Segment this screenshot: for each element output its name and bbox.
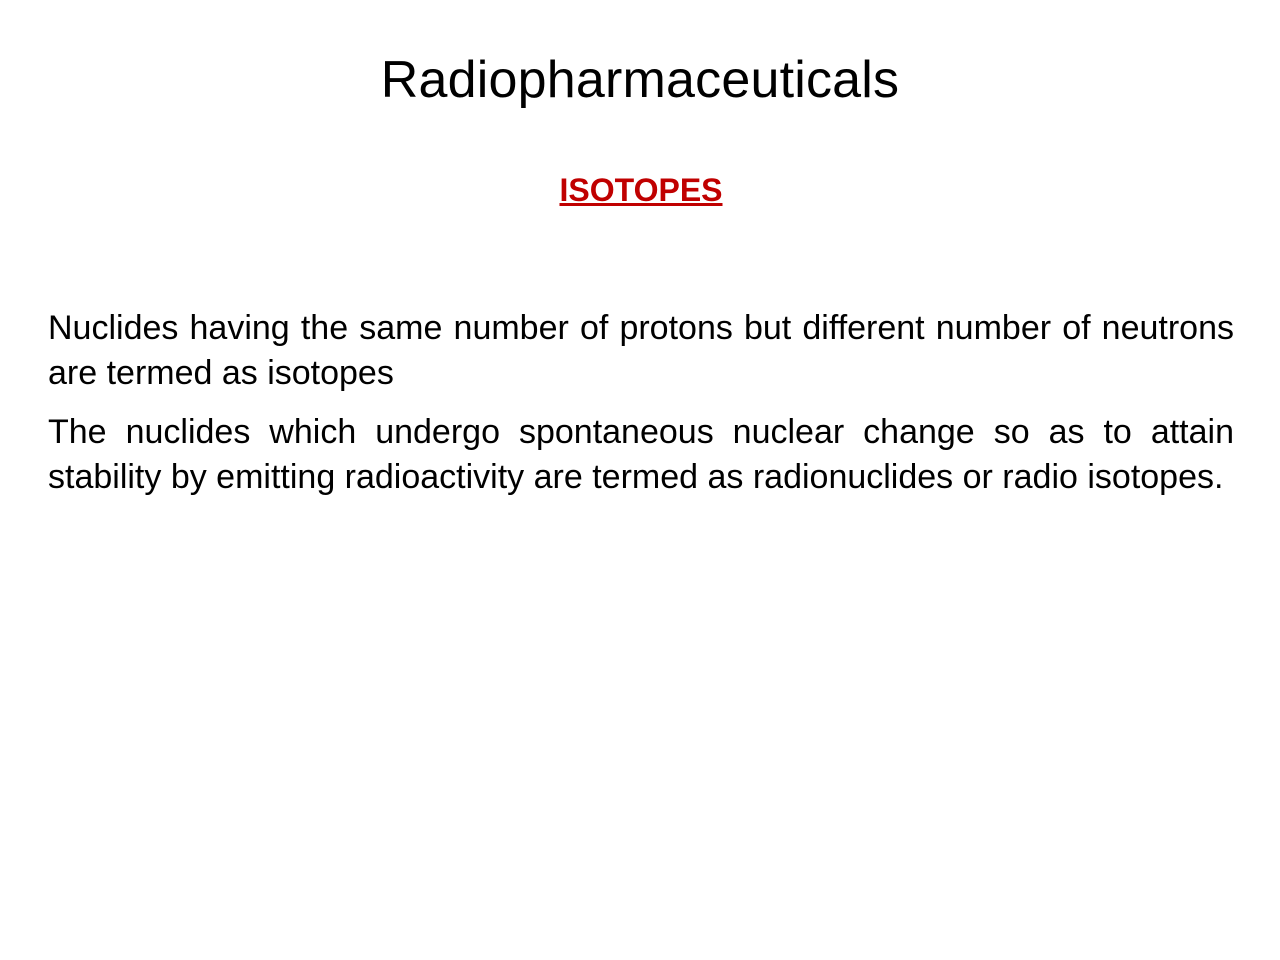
body-paragraph-1: Nuclides having the same number of protons but different number of neutrons are termed as isotopes xyxy=(48,309,1234,392)
section-subheading: ISOTOPES xyxy=(559,172,723,208)
body-paragraph-2: The nuclides which undergo spontaneous nuclear change so as to attain stability by emitting radioactivity are termed as radionuclides or radio isotopes. xyxy=(48,412,1234,496)
body-spacer xyxy=(48,210,1234,306)
page-title: Radiopharmaceuticals xyxy=(380,51,900,109)
slide-body xyxy=(48,170,1234,508)
